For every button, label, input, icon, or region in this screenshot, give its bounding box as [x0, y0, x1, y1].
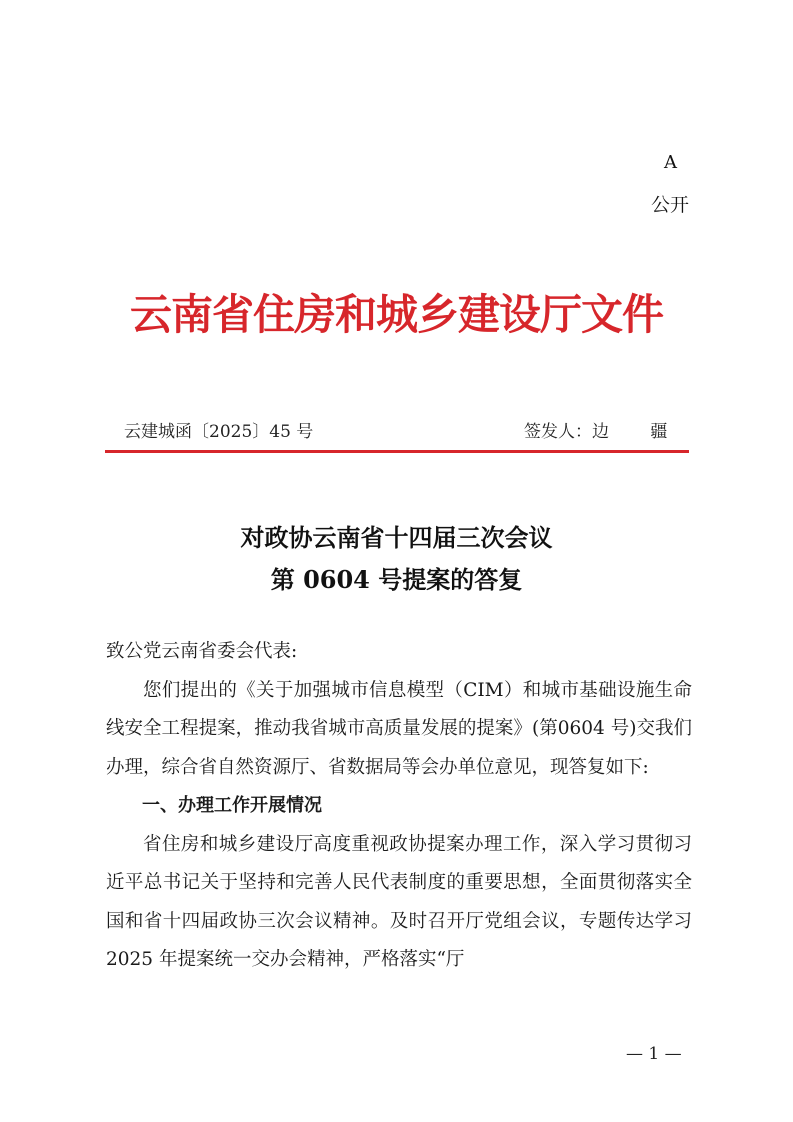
issuer	[524, 417, 685, 442]
document-number: 云建城函〔2025〕45 号	[124, 422, 314, 442]
title-line-1: 对政协云南省十四届三次会议	[240, 523, 553, 552]
body-paragraph-2: 省住房和城乡建设厅高度重视政协提案办理工作，深入学习贯彻习近平总书记关于坚持和完善人民代表制度的重要思想，全面贯彻落实全国和省十四届政协三次会议精神。及时召开厅党组会议，专题传达学习 2025 年提案统一交办会精神，严格落实“厅	[106, 833, 692, 970]
section-heading-1: 一、办理工作开展情况	[142, 795, 322, 816]
document-body	[106, 633, 692, 980]
grade-mark: A	[664, 152, 677, 173]
salutation: 致公党云南省委会代表:	[106, 641, 298, 662]
issuer-label: 签发人：	[524, 422, 592, 442]
body-paragraph-1: 您们提出的《关于加强城市信息模型（CIM）和城市基础设施生命线安全工程提案，推动我省城市高质量发展的提案》(第0604 号)交我们办理，综合省自然资源厅、省数据局等会办单位意见，现答复如下:	[106, 679, 692, 778]
document-title	[0, 517, 793, 601]
issuer-name: 边 疆	[592, 422, 686, 442]
disclosure-mark: 公开	[651, 194, 690, 216]
red-masthead: 云南省住房和城乡建设厅文件	[129, 290, 663, 339]
page-number: — 1 —	[626, 1044, 682, 1064]
title-line-2: 第 0604 号提案的答复	[270, 565, 523, 594]
red-separator-line	[105, 450, 689, 453]
